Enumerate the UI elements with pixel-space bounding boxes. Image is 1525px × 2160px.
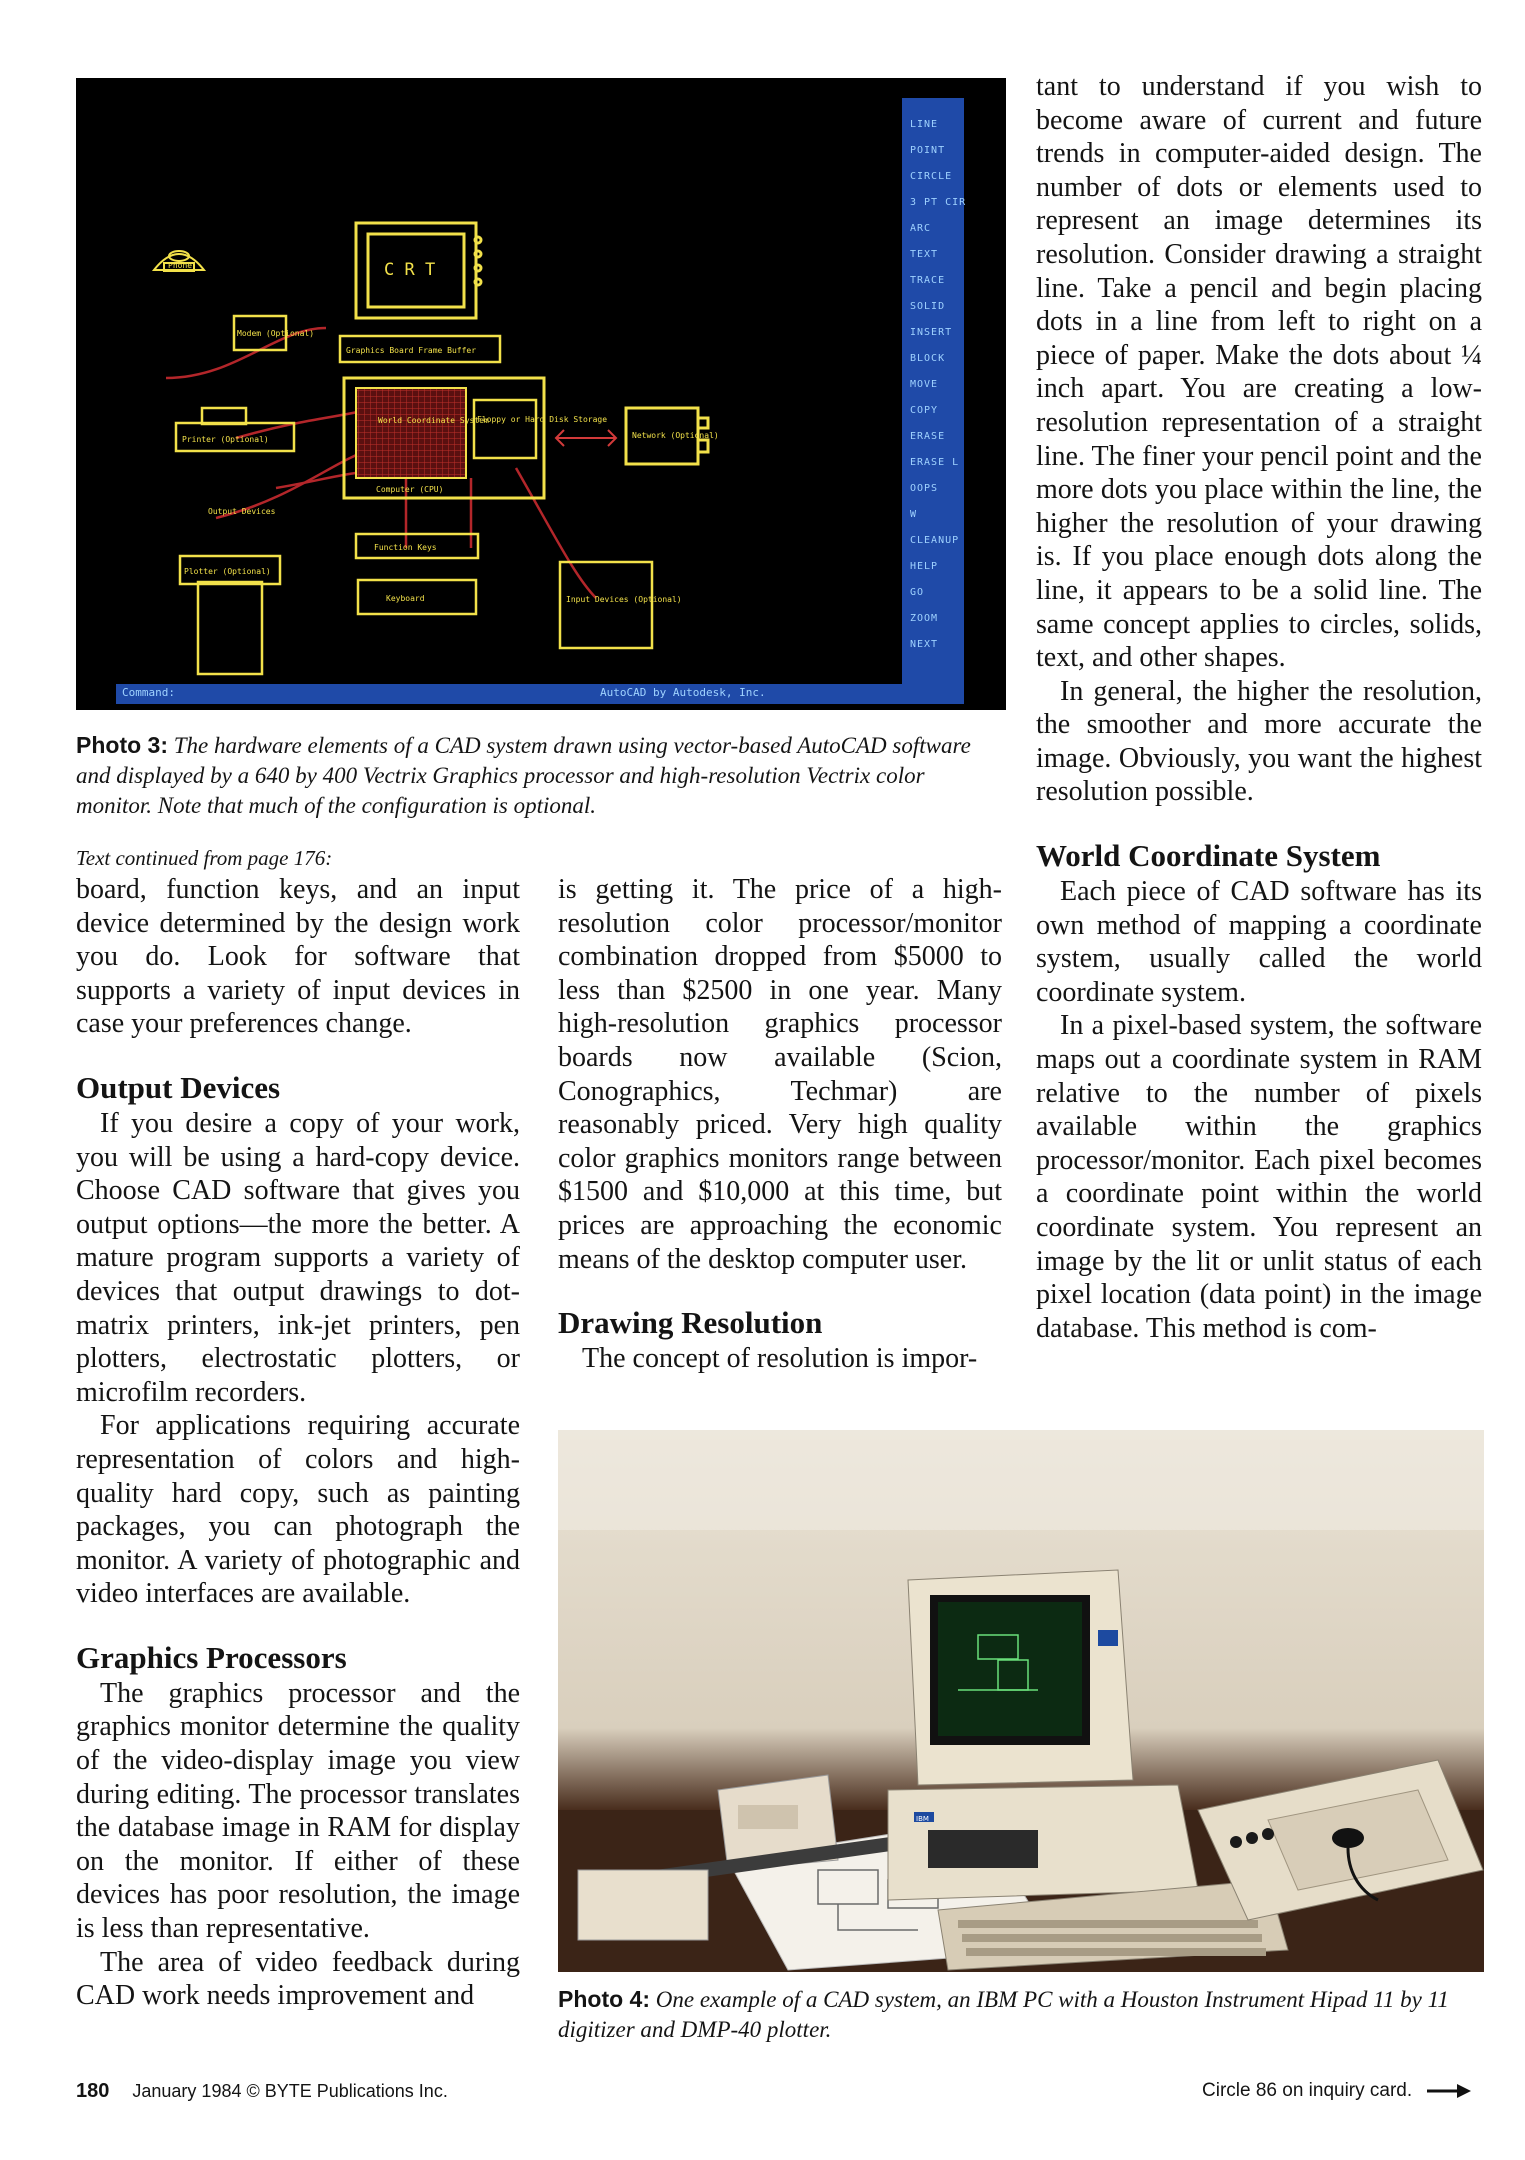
paragraph: For applications requiring accurate representation of colors and high-quality hard copy, such as painting packages, you can photograph the monitor. A variety of photographic and video interfaces are available.	[76, 1410, 520, 1610]
paragraph: The concept of resolution is impor-	[582, 1343, 978, 1375]
cad-status-bar	[116, 684, 964, 704]
paragraph: The area of video feedback during CAD work needs improvement and	[76, 1946, 520, 2012]
menu-item[interactable]: LINE	[910, 119, 939, 130]
ibm-pc-photo	[558, 1430, 1484, 1972]
menu-item[interactable]: POINT	[910, 145, 946, 156]
footer-left	[76, 2080, 448, 2103]
keyboard-label: Keyboard	[386, 594, 425, 603]
menu-item[interactable]: OOPS	[910, 483, 939, 494]
menu-item[interactable]: BLOCK	[910, 353, 946, 364]
menu-item[interactable]: 3 PT CIR	[910, 197, 967, 208]
command-prompt[interactable]: Command:	[122, 686, 175, 699]
computer-label: Computer (CPU)	[376, 485, 444, 494]
paragraph: Each piece of CAD software has its own method of mapping a coordinate system, usually called the world coordinate system.	[1036, 876, 1482, 1008]
continued-note: Text continued from page 176:	[76, 846, 333, 870]
printer-box	[176, 408, 294, 451]
column-1	[76, 873, 520, 2013]
heading-output-devices: Output Devices	[76, 1069, 281, 1105]
menu-item[interactable]: CLEANUP	[910, 535, 960, 546]
heading-graphics-processors: Graphics Processors	[76, 1639, 347, 1675]
photo-4-caption	[558, 1984, 1484, 2045]
paragraph: In general, the higher the resolution, the smoother and more accurate the image. Obviously, you want the highest resolution possible.	[1036, 675, 1482, 808]
paragraph: The graphics processor and the graphics monitor determine the quality of the video-display image you view during editing. The processor translates the database image in RAM for display on the monitor. If either of these devices has poor resolution, the image is less than representative.	[76, 1677, 520, 1945]
menu-item[interactable]: ERASE	[910, 431, 946, 442]
cad-menu[interactable]	[902, 98, 967, 690]
paragraph: board, function keys, and an input device determined by the design work you do. Look for software that supports a variety of input devices in case your preferences change.	[76, 874, 520, 1040]
world-label: World Coordinate System	[378, 416, 489, 425]
output-devices-label: Output Devices	[208, 507, 276, 516]
caption-text: The hardware elements of a CAD system drawn using vector-based AutoCAD software and displayed by a 640 by 400 Vectrix Graphics processor and high-resolution Vectrix color monitor. Note that much of the configuration is optional.	[76, 733, 971, 818]
crt-label: C R T	[384, 260, 436, 280]
page-number: 180	[76, 2080, 110, 2102]
menu-item[interactable]: TEXT	[910, 249, 939, 260]
menu-item[interactable]: ERASE L	[910, 457, 960, 468]
issue-credit: January 1984 © BYTE Publications Inc.	[132, 2081, 448, 2101]
computer-box	[344, 378, 544, 498]
inquiry-card-note: Circle 86 on inquiry card.	[1202, 2080, 1413, 2101]
arrow-right-icon	[1427, 2083, 1471, 2099]
menu-item[interactable]: TRACE	[910, 275, 946, 286]
menu-item[interactable]: INSERT	[910, 327, 953, 338]
floppy-label: Floppy or Hard Disk Storage	[477, 415, 608, 424]
function-keys-label: Function Keys	[374, 543, 437, 552]
menu-item[interactable]: SOLID	[910, 301, 946, 312]
footer-right	[1202, 2080, 1471, 2102]
input-devices-label: Input Devices (Optional)	[566, 595, 682, 604]
menu-item[interactable]: ZOOM	[910, 613, 939, 624]
menu-item[interactable]: COPY	[910, 405, 939, 416]
modem-label: Modem (Optional)	[237, 329, 315, 338]
paragraph: In a pixel-based system, the software maps out a coordinate system in RAM relative to the number of pixels available within the graphics processor/monitor. Each pixel becomes a coordinate point within the world coordinate system. You represent an image by the lit or unlit status of each pixel location (data point) in the image database. This method is com-	[1036, 1010, 1482, 1344]
heading-drawing-resolution: Drawing Resolution	[558, 1305, 823, 1341]
caption-label: Photo 4:	[558, 1986, 650, 2012]
caption-text: One example of a CAD system, an IBM PC with a Houston Instrument Hipad 11 by 11 digitizer and DMP-40 plotter.	[558, 1987, 1449, 2042]
printer-label: Printer (Optional)	[182, 435, 269, 444]
double-arrow-icon	[556, 430, 616, 446]
menu-item[interactable]: ARC	[910, 223, 932, 234]
network-label: Network (Optional)	[632, 431, 719, 440]
menu-item[interactable]: GO	[910, 587, 925, 598]
phone-label: Phone	[168, 261, 193, 270]
menu-item[interactable]: NEXT	[910, 639, 939, 650]
photo-4-ibm-pc	[558, 1430, 1484, 1972]
menu-item[interactable]: W	[910, 509, 918, 520]
photo-3-cad-screen	[76, 78, 1006, 710]
cad-diagram	[76, 78, 1006, 710]
input-devices-box	[560, 562, 652, 648]
autocad-credit: AutoCAD by Autodesk, Inc.	[600, 686, 766, 699]
menu-item[interactable]: HELP	[910, 561, 939, 572]
frame-buffer-label: Graphics Board Frame Buffer	[346, 346, 477, 355]
paragraph: is getting it. The price of a high-resolution color processor/monitor combination dropped from $5000 to less than $2500 in one year. Many high-resolution graphics processor boards now available (Scion, Conographics, Techmar) are reasonably priced. Very high quality color graphics monitors range between $1500 and $10,000 at this time, but prices are approaching the economic means of the desktop computer user.	[558, 874, 1002, 1275]
column-3	[1036, 70, 1482, 1345]
column-2	[558, 873, 1002, 1376]
brand-label: IBM	[916, 1815, 929, 1823]
caption-label: Photo 3:	[76, 732, 168, 758]
paragraph: If you desire a copy of your work, you will be using a hard-copy device. Choose CAD software that gives you output options—the more the better. A mature program supports a variety of devices that output drawings to dot-matrix printers, ink-jet printers, pen plotters, electrostatic plotters, or microfilm recorders.	[76, 1107, 520, 1408]
paragraph: tant to understand if you wish to become aware of current and future trends in computer-aided design. The number of dots or elements used to represent an image determines its resolution. Consider drawing a straight line. Take a pencil and begin placing dots in a line from left to right on a piece of paper. Make the dots about ¼ inch apart. You are creating a low-resolution representation of a straight line. The finer your pencil point and the more dots you place within the line, the higher the resolution of your drawing is. If you place enough dots along the line, it appears to be a solid line. The same concept applies to circles, solids, text, and other shapes.	[1036, 71, 1482, 674]
photo-3-caption	[76, 730, 1006, 821]
heading-world-coordinate-system: World Coordinate System	[1036, 838, 1381, 874]
menu-item[interactable]: CIRCLE	[910, 171, 953, 182]
plotter-label: Plotter (Optional)	[184, 567, 271, 576]
menu-item[interactable]: MOVE	[910, 379, 939, 390]
